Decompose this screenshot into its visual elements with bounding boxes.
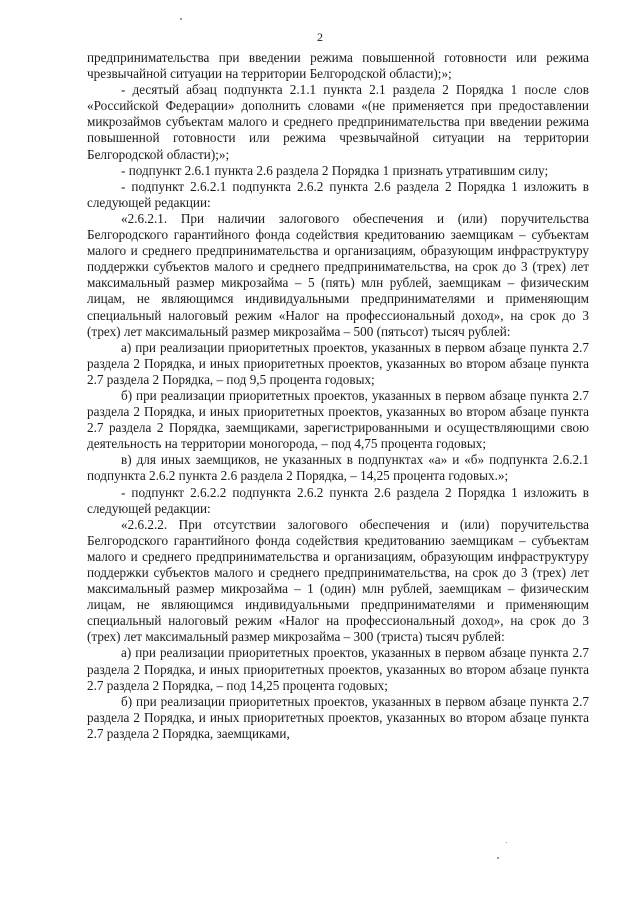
paragraph-amendment-tenth-indent: - десятый абзац подпункта 2.1.1 пункта 2.1 раздела 2 Порядка 1 после слов «Российской Федерации» дополнить словами «(не применяется при предоставлении микрозаймов субъектам малого и среднего предпринимательства при введении режима повышенной готовности или режима чрезвычайной ситуации на территории Белгородской области);»; <box>87 82 589 162</box>
paragraph-continuation: предпринимательства при введении режима повышенной готовности или режима чрезвычайной ситуации на территории Белгородской области);»; <box>87 50 589 82</box>
paragraph-amendment-2-6-1: - подпункт 2.6.1 пункта 2.6 раздела 2 Порядка 1 признать утратившим силу; <box>121 162 549 178</box>
paragraph-clause-2-6-2-2-b: б) при реализации приоритетных проектов, указанных в первом абзаце пункта 2.7 раздела 2 Порядка, и иных приоритетных проектов, указанных во втором абзаце пункта 2.7 раздела 2 Порядка, заемщиками, <box>87 693 589 741</box>
scan-speck <box>497 857 499 859</box>
scan-speck <box>180 18 182 20</box>
page-number: 2 <box>317 30 323 44</box>
document-body <box>87 50 589 742</box>
scan-speck <box>506 842 507 843</box>
paragraph-amendment-2-6-2-1-intro: - подпункт 2.6.2.1 подпункта 2.6.2 пункта 2.6 раздела 2 Порядка 1 изложить в следующей редакции: <box>87 178 589 210</box>
paragraph-clause-2-6-2-2-a: а) при реализации приоритетных проектов, указанных в первом абзаце пункта 2.7 раздела 2 Порядка, и иных приоритетных проектов, указанных во втором абзаце пункта 2.7 раздела 2 Порядка, – под 14,25 процента годовых; <box>87 645 589 693</box>
paragraph-clause-2-6-2-1: «2.6.2.1. При наличии залогового обеспечения и (или) поручительства Белгородского гарантийного фонда содействия кредитованию заемщикам – субъектам малого и среднего предпринимательства и организациям, образующим инфраструктуру поддержки субъектов малого и среднего предпринимательства, на срок до 3 (трех) лет максимальный размер микрозайма – 5 (пять) млн рублей, заемщикам – физическим лицам, не являющимся индивидуальными предпринимателями и применяющим специальный налоговый режим «Налог на профессиональный доход», на срок до 3 (трех) лет максимальный размер микрозайма – 500 (пятьсот) тысяч рублей: <box>87 210 589 339</box>
paragraph-clause-2-6-2-1-v: в) для иных заемщиков, не указанных в подпунктах «а» и «б» подпункта 2.6.2.1 подпункта 2.6.2 пункта 2.6 раздела 2 Порядка, – 14,25 процента годовых.»; <box>87 452 589 484</box>
paragraph-clause-2-6-2-2: «2.6.2.2. При отсутствии залогового обеспечения и (или) поручительства Белгородского гарантийного фонда содействия кредитованию заемщикам – субъектам малого и среднего предпринимательства и организациям, образующим инфраструктуру поддержки субъектов малого и среднего предпринимательства, на срок до 3 (трех) лет максимальный размер микрозайма – 1 (один) млн рублей, заемщикам – физическим лицам, не являющимся индивидуальными предпринимателями и применяющим специальный налоговый режим «Налог на профессиональный доход», на срок до 3 (трех) лет максимальный размер микрозайма – 300 (триста) тысяч рублей: <box>87 516 589 645</box>
paragraph-amendment-2-6-2-2-intro: - подпункт 2.6.2.2 подпункта 2.6.2 пункта 2.6 раздела 2 Порядка 1 изложить в следующей редакции: <box>87 484 589 516</box>
paragraph-clause-2-6-2-1-b: б) при реализации приоритетных проектов, указанных в первом абзаце пункта 2.7 раздела 2 Порядка, и иных приоритетных проектов, указанных во втором абзаце пункта 2.7 раздела 2 Порядка, заемщиками, зарегистрированными и осуществляющими свою деятельность на территории моногорода, – под 4,75 процента годовых; <box>87 387 589 452</box>
paragraph-clause-2-6-2-1-a: а) при реализации приоритетных проектов, указанных в первом абзаце пункта 2.7 раздела 2 Порядка, и иных приоритетных проектов, указанных во втором абзаце пункта 2.7 раздела 2 Порядка, – под 9,5 процента годовых; <box>87 339 589 387</box>
